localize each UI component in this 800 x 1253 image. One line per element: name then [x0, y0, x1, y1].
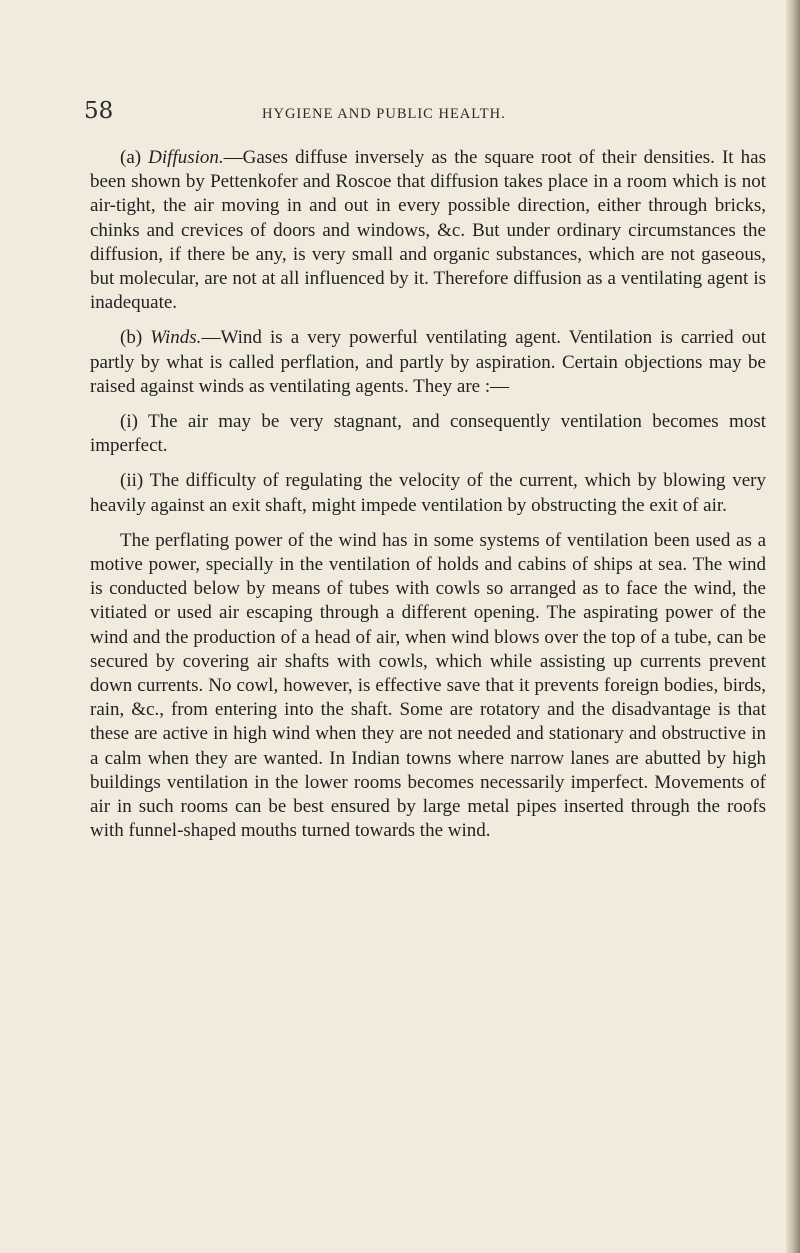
paragraph-heading: Diffusion.: [148, 147, 224, 168]
paragraph-text: —Wind is a very powerful ventilating agent. Ventilation is carried out partly by what is called perflation, and partly by aspiration. Certain objections may be raised against winds as ventilating agents. They are :—: [90, 327, 766, 397]
paragraph-diffusion: [90, 146, 766, 315]
item-label: (ii): [120, 470, 144, 492]
paragraph-heading: Winds.: [150, 327, 202, 349]
list-item-i: [90, 410, 766, 458]
page-edge: [786, 0, 800, 1253]
paragraph-label: (a): [120, 147, 142, 168]
paragraph-text: —Gases diffuse inversely as the square root of their densities. It has been shown by Pettenkofer and Roscoe that diffusion takes place in a room which is not air-tight, the air moving in and out in every possible direction, either through bricks, chinks and crevices of doors and windows, &c. But under ordinary circumstances the diffusion, if there be any, is very small and organic substances, which are not gaseous, but molecular, are not at all influenced by it. Therefore diffusion as a ventilating agent is inadequate.: [90, 147, 766, 314]
body-text: [90, 146, 766, 843]
paragraph-text: The perflating power of the wind has in some systems of ventilation been used as a motive power, specially in the ventilation of holds and cabins of ships at sea. The wind is conducted below by means of tubes with cowls so arranged as to face the wind, the vitiated or used air escaping through a different opening. The aspirating power of the wind and the production of a head of air, when wind blows over the top of a tube, can be secured by covering air shafts with cowls, which while assisting up currents prevent down currents. No cowl, however, is effective save that it prevents foreign bodies, birds, rain, &c., from entering into the shaft. Some are rotatory and the disadvantage is that these are active in high wind when they are not needed and stationary and obstructive in a calm when they are wanted. In Indian towns where narrow lanes are abutted by high buildings ventilation in the lower rooms becomes necessarily imperfect. Movements of air in such rooms can be best ensured by large metal pipes inserted through the roofs with funnel-shaped mouths turned towards the wind.: [90, 529, 766, 842]
page-number: 58: [84, 98, 114, 124]
list-item-ii: [90, 469, 766, 517]
item-text: The difficulty of regulating the velocity of the current, which by blowing very heavily against an exit shaft, might impede ventilation by obstructing the exit of air.: [90, 470, 766, 516]
running-head: HYGIENE AND PUBLIC HEALTH.: [262, 106, 506, 122]
paragraph-winds: [90, 326, 766, 399]
item-text: The air may be very stagnant, and consequently ventilation becomes most imperfect.: [90, 411, 766, 457]
paragraph-label: (b): [120, 327, 143, 349]
item-label: (i): [120, 411, 138, 433]
paragraph-perflating-power: [90, 529, 766, 844]
